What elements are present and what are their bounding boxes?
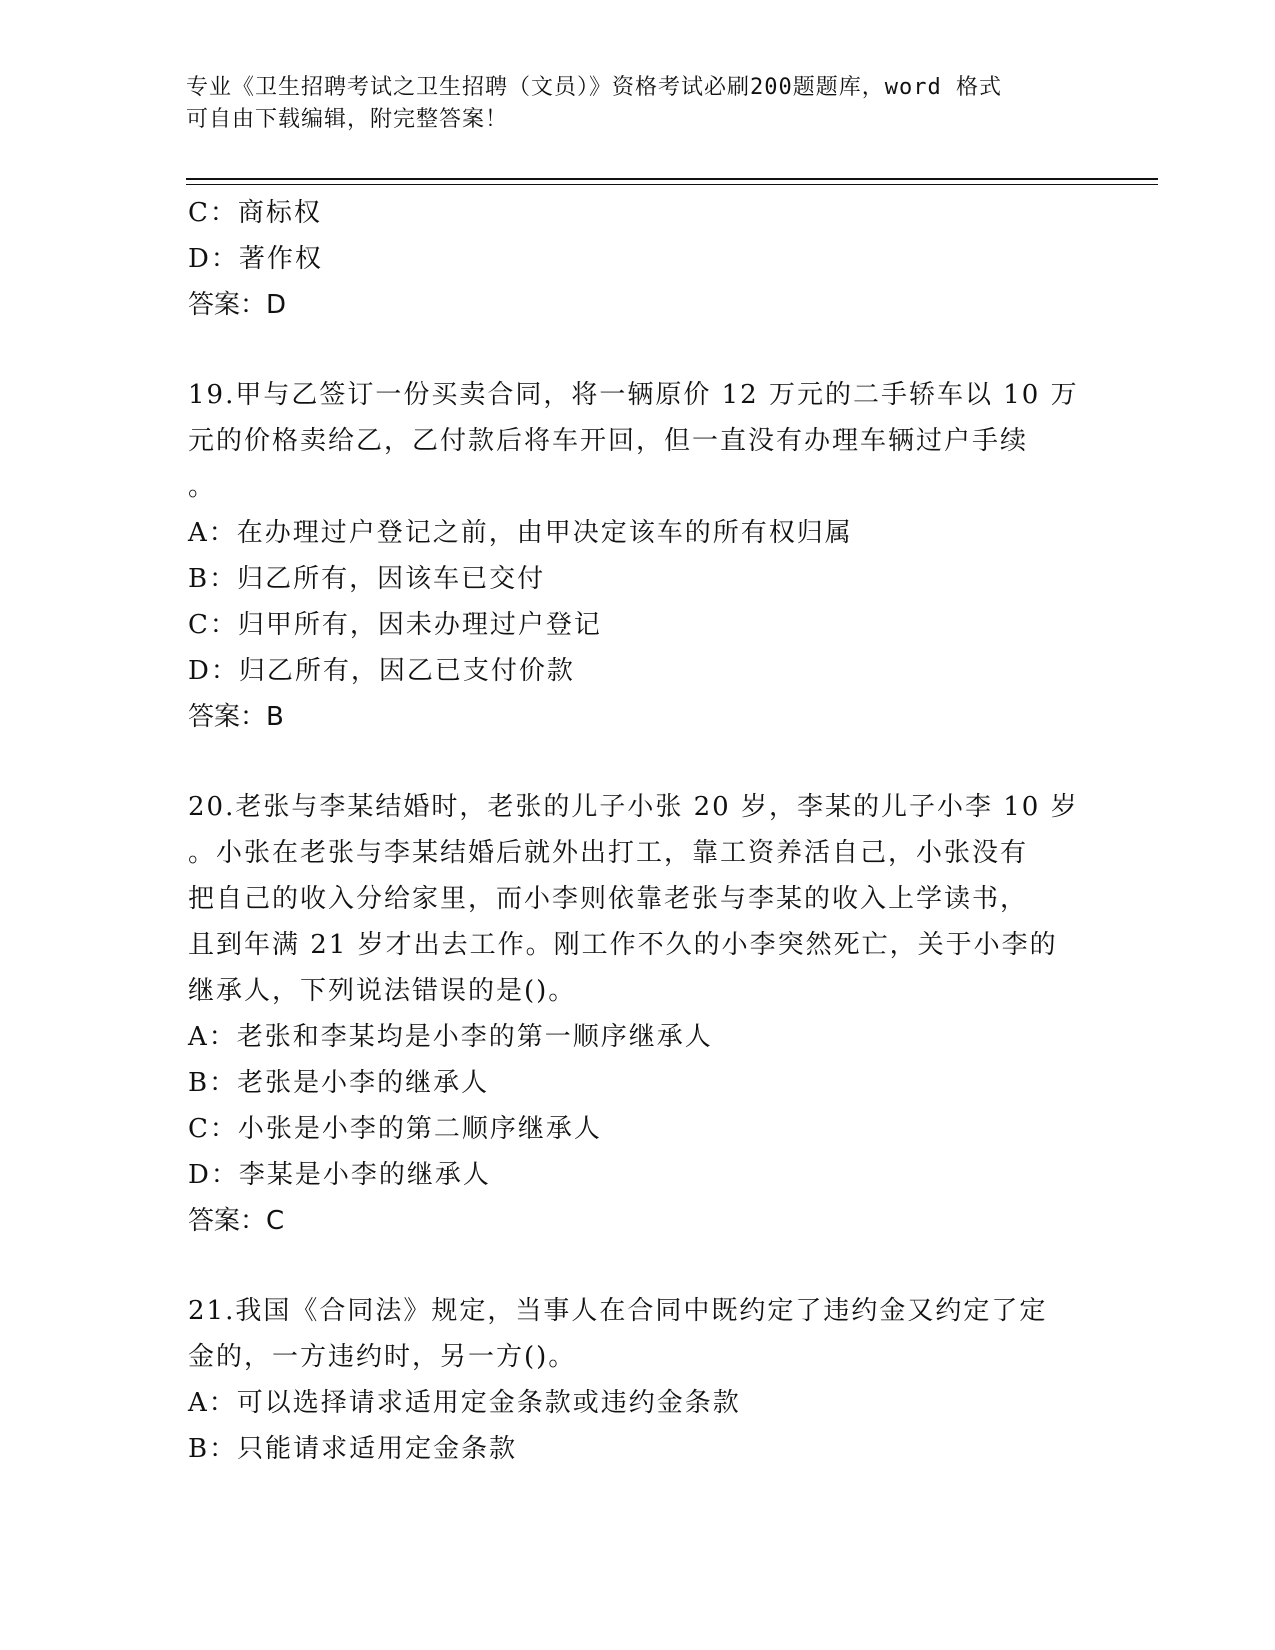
question-21 [188, 1288, 1088, 1472]
question-stem-line: 元的价格卖给乙，乙付款后将车开回，但一直没有办理车辆过户手续 [188, 426, 1029, 456]
document-header [186, 72, 1066, 136]
option-c: C：归甲所有，因未办理过户登记 [188, 610, 602, 640]
option-d: D：著作权 [188, 244, 323, 274]
option-d: D：归乙所有，因乙已支付价款 [188, 656, 575, 686]
answer-text: 答案：D [188, 290, 287, 320]
question-stem-line: 继承人，下列说法错误的是()。 [188, 976, 577, 1006]
header-line-1: 专业《卫生招聘考试之卫生招聘（文员）》资格考试必刷200题题库，word 格式 [186, 75, 1002, 100]
option-b: B：只能请求适用定金条款 [188, 1434, 518, 1464]
question-20 [188, 784, 1088, 1244]
header-divider-thin [186, 184, 1158, 185]
question-stem-line: 金的，一方违约时，另一方()。 [188, 1342, 577, 1372]
question-stem-line: 。小张在老张与李某结婚后就外出打工，靠工资养活自己，小张没有 [188, 838, 1029, 868]
header-divider-thick [186, 178, 1158, 180]
option-b: B：归乙所有，因该车已交付 [188, 564, 546, 594]
option-b: B：老张是小李的继承人 [188, 1068, 490, 1098]
answer-text: 答案：C [188, 1206, 285, 1236]
question-stem-line: 且到年满 21 岁才出去工作。刚工作不久的小李突然死亡，关于小李的 [188, 930, 1058, 960]
question-stem-line: 21.我国《合同法》规定，当事人在合同中既约定了违约金又约定了定 [188, 1296, 1048, 1326]
question-stem-line: 。 [188, 472, 217, 502]
option-a: A：可以选择请求适用定金条款或违约金条款 [188, 1388, 741, 1418]
header-line-2: 可自由下载编辑，附完整答案！ [186, 107, 509, 132]
question-list [188, 190, 1088, 1472]
prev-question [188, 190, 1088, 328]
option-a: A：老张和李某均是小李的第一顺序继承人 [188, 1022, 713, 1052]
question-stem-line: 19.甲与乙签订一份买卖合同，将一辆原价 12 万元的二手轿车以 10 万 [188, 380, 1079, 410]
question-stem-line: 把自己的收入分给家里，而小李则依靠老张与李某的收入上学读书， [188, 884, 1029, 914]
option-c: C：小张是小李的第二顺序继承人 [188, 1114, 602, 1144]
question-19 [188, 372, 1088, 740]
option-c: C：商标权 [188, 198, 322, 228]
option-d: D：李某是小李的继承人 [188, 1160, 491, 1190]
question-stem-line: 20.老张与李某结婚时，老张的儿子小张 20 岁，李某的儿子小李 10 岁 [188, 792, 1079, 822]
answer-text: 答案：B [188, 702, 284, 732]
option-a: A：在办理过户登记之前，由甲决定该车的所有权归属 [188, 518, 853, 548]
